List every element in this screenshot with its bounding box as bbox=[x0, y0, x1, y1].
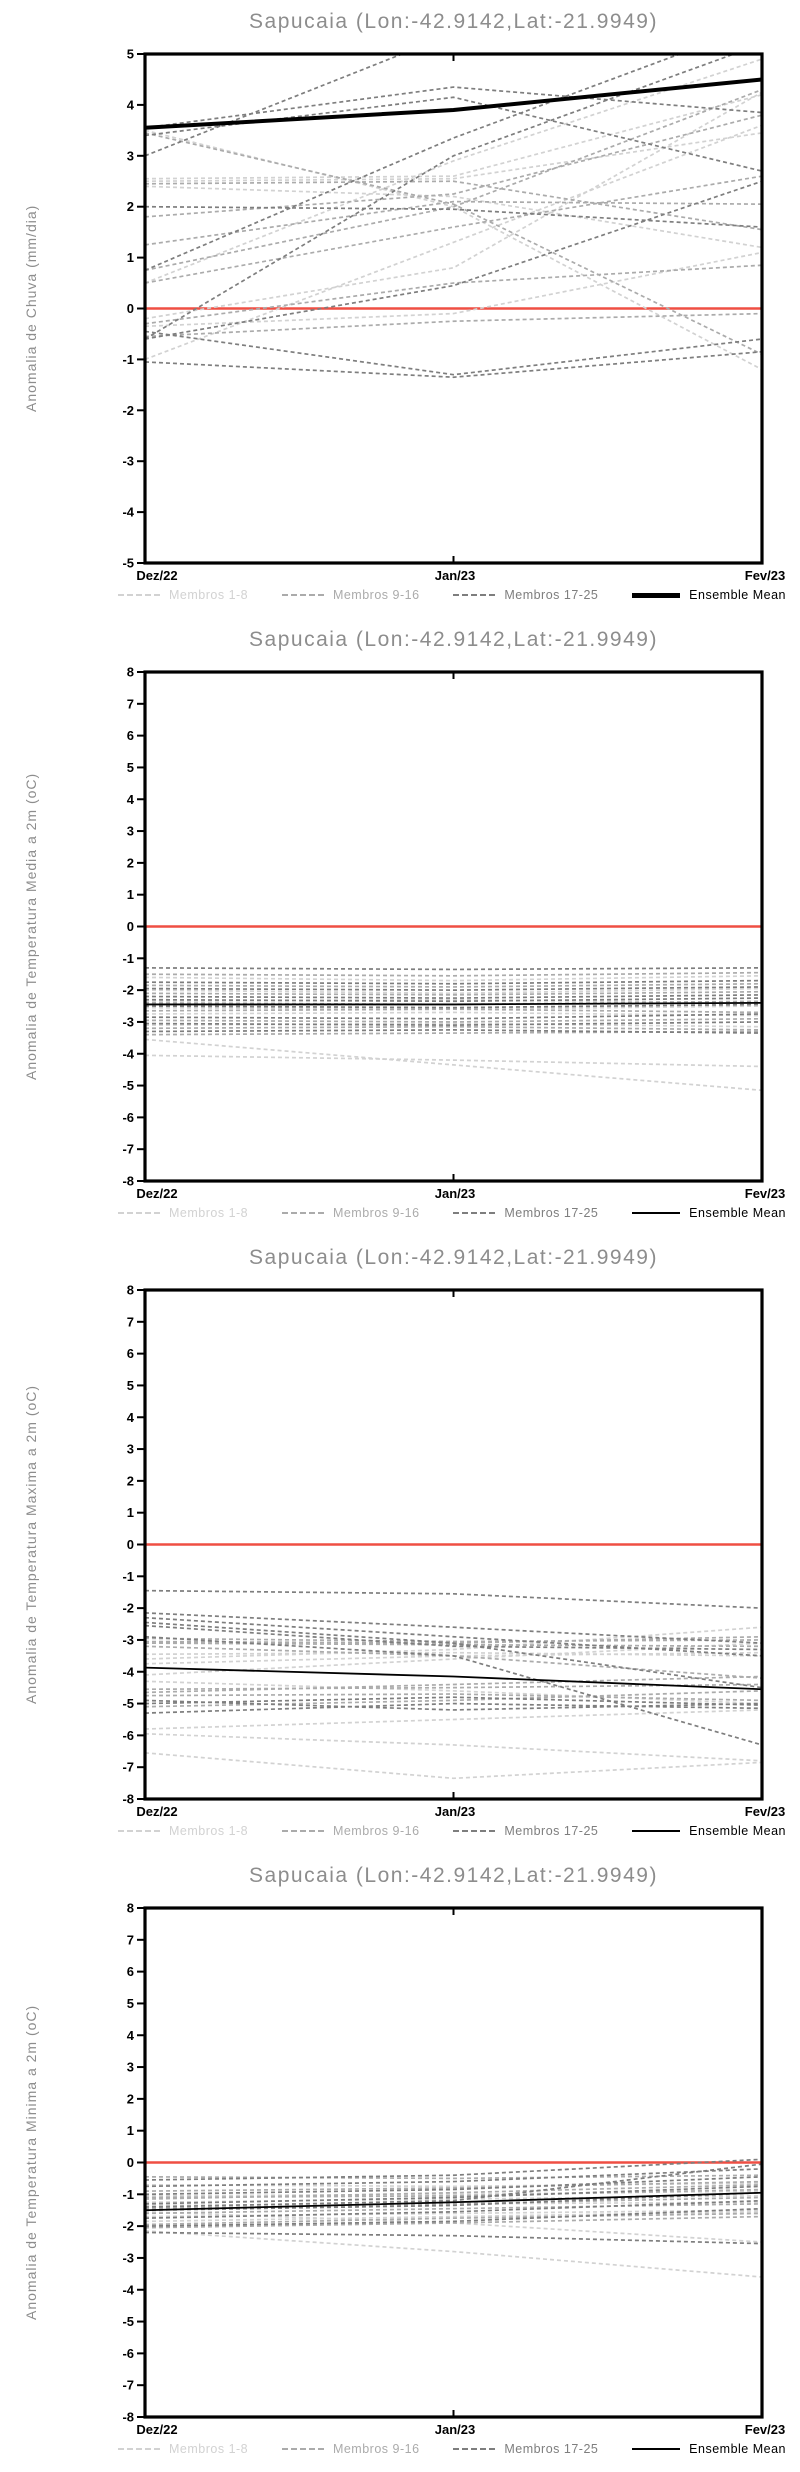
legend bbox=[118, 1202, 786, 1224]
y-tick-label: 3 bbox=[126, 823, 134, 839]
legend bbox=[118, 2438, 786, 2460]
dashed-line-swatch bbox=[453, 594, 495, 596]
y-tick-label: -6 bbox=[122, 2345, 134, 2361]
y-tick-label: 0 bbox=[126, 919, 134, 934]
dashed-line-swatch bbox=[282, 594, 324, 596]
x-tick-label: Fev/23 bbox=[744, 568, 786, 583]
y-tick-label: -3 bbox=[122, 1632, 134, 1648]
member-line-1-8 bbox=[145, 1753, 762, 1778]
legend-label: Ensemble Mean bbox=[689, 1206, 786, 1220]
legend-item-members-17-25 bbox=[453, 2442, 598, 2456]
y-tick-label: -7 bbox=[122, 2377, 134, 2393]
y-tick-label: -8 bbox=[122, 2409, 134, 2425]
y-tick-label: 1 bbox=[126, 2123, 134, 2139]
legend-label: Membros 1-8 bbox=[169, 2442, 249, 2456]
y-tick-label: 1 bbox=[126, 1505, 134, 1521]
y-tick-label: -1 bbox=[122, 351, 134, 367]
x-tick-label: Fev/23 bbox=[744, 1186, 786, 1201]
dashed-line-swatch bbox=[118, 1212, 160, 1214]
plot-area bbox=[0, 618, 800, 1236]
x-tick-label: Dez/22 bbox=[136, 568, 178, 583]
member-line-17-25 bbox=[145, 352, 762, 377]
chart-title: Sapucaia (Lon:-42.9142,Lat:-21.9949) bbox=[249, 1246, 658, 1269]
legend bbox=[118, 584, 786, 606]
y-tick-label: 0 bbox=[126, 1537, 134, 1552]
y-tick-label: 6 bbox=[126, 1964, 134, 1980]
y-tick-label: -6 bbox=[122, 1727, 134, 1743]
member-line-9-16 bbox=[145, 176, 762, 283]
y-tick-label: 2 bbox=[126, 2091, 134, 2107]
y-tick-label: -4 bbox=[122, 1046, 134, 1062]
chart-mean-temperature-anomaly bbox=[0, 618, 800, 1236]
legend-item-members-9-16 bbox=[282, 1206, 420, 1220]
y-tick-label: 3 bbox=[126, 2059, 134, 2075]
member-line-1-8 bbox=[145, 253, 762, 327]
y-tick-label: 3 bbox=[126, 148, 134, 164]
y-tick-label: 4 bbox=[126, 1409, 134, 1425]
dashed-line-swatch bbox=[282, 1830, 324, 1832]
member-line-9-16 bbox=[145, 973, 762, 976]
x-tick-label: Jan/23 bbox=[434, 568, 476, 583]
member-line-1-8 bbox=[145, 1710, 762, 1729]
legend-item-members-9-16 bbox=[282, 588, 420, 602]
y-tick-label: 1 bbox=[126, 887, 134, 903]
y-tick-label: -5 bbox=[122, 2314, 134, 2330]
dashed-line-swatch bbox=[118, 1830, 160, 1832]
dashed-line-swatch bbox=[118, 2448, 160, 2450]
legend-item-ensemble-mean bbox=[632, 1824, 786, 1838]
y-tick-label: -1 bbox=[122, 950, 134, 966]
legend-item-members-1-8 bbox=[118, 588, 248, 602]
legend-item-members-1-8 bbox=[118, 1206, 248, 1220]
solid-line-swatch bbox=[632, 593, 680, 598]
legend-item-members-1-8 bbox=[118, 1824, 248, 1838]
solid-line-swatch bbox=[632, 1830, 680, 1832]
legend-item-members-17-25 bbox=[453, 1206, 598, 1220]
legend-item-members-9-16 bbox=[282, 2442, 420, 2456]
y-tick-label: -7 bbox=[122, 1759, 134, 1775]
y-tick-label: -3 bbox=[122, 2250, 134, 2266]
y-tick-label: -2 bbox=[122, 1600, 134, 1616]
legend bbox=[118, 1820, 786, 1842]
y-tick-label: -4 bbox=[122, 1664, 134, 1680]
member-line-17-25 bbox=[145, 2232, 762, 2243]
legend-label: Ensemble Mean bbox=[689, 1824, 786, 1838]
y-tick-label: -1 bbox=[122, 2186, 134, 2202]
x-tick-label: Jan/23 bbox=[434, 2422, 476, 2437]
y-tick-label: 2 bbox=[126, 1473, 134, 1489]
y-tick-label: 5 bbox=[126, 759, 134, 775]
y-tick-label: 2 bbox=[126, 199, 134, 215]
dashed-line-swatch bbox=[118, 594, 160, 596]
y-tick-label: 5 bbox=[126, 1377, 134, 1393]
y-tick-label: -3 bbox=[122, 1014, 134, 1030]
y-tick-label: 0 bbox=[126, 301, 134, 316]
chart-title: Sapucaia (Lon:-42.9142,Lat:-21.9949) bbox=[249, 1864, 658, 1887]
y-tick-label: -8 bbox=[122, 1791, 134, 1807]
member-line-17-25 bbox=[145, 1591, 762, 1608]
y-tick-label: 1 bbox=[126, 250, 134, 266]
member-line-1-8 bbox=[145, 130, 762, 369]
x-tick-label: Dez/22 bbox=[136, 1804, 178, 1819]
member-line-1-8 bbox=[145, 95, 762, 179]
member-line-9-16 bbox=[145, 265, 762, 324]
legend-label: Membros 9-16 bbox=[332, 1206, 420, 1220]
legend-label: Membros 17-25 bbox=[504, 2442, 599, 2456]
legend-item-members-9-16 bbox=[282, 1824, 420, 1838]
x-tick-label: Fev/23 bbox=[744, 2422, 786, 2437]
legend-label: Membros 1-8 bbox=[169, 1824, 249, 1838]
legend-label: Membros 9-16 bbox=[332, 2442, 420, 2456]
legend-label: Membros 1-8 bbox=[169, 1206, 249, 1220]
y-tick-label: -2 bbox=[122, 982, 134, 998]
solid-line-swatch bbox=[632, 2448, 680, 2450]
y-tick-label: -5 bbox=[122, 555, 134, 571]
legend-item-ensemble-mean bbox=[632, 588, 786, 602]
y-tick-label: 7 bbox=[126, 1314, 134, 1330]
member-line-1-8 bbox=[145, 1012, 762, 1015]
y-axis-label: Anomalia de Temperatura Minima a 2m (oC) bbox=[23, 2004, 39, 2321]
legend-item-members-17-25 bbox=[453, 1824, 598, 1838]
solid-line-swatch bbox=[632, 1212, 680, 1214]
y-tick-label: -3 bbox=[122, 453, 134, 469]
y-tick-label: -5 bbox=[122, 1696, 134, 1712]
dashed-line-swatch bbox=[453, 2448, 495, 2450]
member-line-17-25 bbox=[145, 968, 762, 970]
y-tick-label: -4 bbox=[122, 504, 134, 520]
legend-label: Membros 9-16 bbox=[332, 588, 420, 602]
y-tick-label: 8 bbox=[126, 664, 134, 680]
y-tick-label: 5 bbox=[126, 1995, 134, 2011]
y-tick-label: 4 bbox=[126, 2027, 134, 2043]
legend-label: Membros 9-16 bbox=[332, 1824, 420, 1838]
y-tick-label: -7 bbox=[122, 1141, 134, 1157]
legend-label: Ensemble Mean bbox=[689, 2442, 786, 2456]
legend-label: Membros 1-8 bbox=[169, 588, 249, 602]
member-line-1-8 bbox=[145, 2231, 762, 2277]
legend-item-ensemble-mean bbox=[632, 1206, 786, 1220]
legend-label: Membros 17-25 bbox=[504, 588, 599, 602]
x-tick-label: Dez/22 bbox=[136, 1186, 178, 1201]
chart-min-temperature-anomaly bbox=[0, 1854, 800, 2472]
y-tick-label: -8 bbox=[122, 1173, 134, 1189]
x-tick-label: Fev/23 bbox=[744, 1804, 786, 1819]
y-tick-label: -6 bbox=[122, 1109, 134, 1125]
dashed-line-swatch bbox=[282, 1212, 324, 1214]
legend-label: Membros 17-25 bbox=[504, 1206, 599, 1220]
y-tick-label: -5 bbox=[122, 1078, 134, 1094]
member-line-1-8 bbox=[145, 59, 762, 283]
legend-label: Membros 17-25 bbox=[504, 1824, 599, 1838]
x-tick-label: Dez/22 bbox=[136, 2422, 178, 2437]
y-tick-label: 4 bbox=[126, 791, 134, 807]
y-axis-label: Anomalia de Temperatura Maxima a 2m (oC) bbox=[23, 1384, 39, 1705]
chart-max-temperature-anomaly bbox=[0, 1236, 800, 1854]
x-tick-label: Jan/23 bbox=[434, 1804, 476, 1819]
member-line-1-8 bbox=[145, 186, 762, 247]
y-tick-label: 6 bbox=[126, 1346, 134, 1362]
y-tick-label: 3 bbox=[126, 1441, 134, 1457]
member-line-17-25 bbox=[145, 1014, 762, 1019]
y-tick-label: 0 bbox=[126, 2155, 134, 2170]
dashed-line-swatch bbox=[453, 1212, 495, 1214]
y-tick-label: 5 bbox=[126, 46, 134, 62]
y-tick-label: 2 bbox=[126, 855, 134, 871]
y-tick-label: -2 bbox=[122, 402, 134, 418]
member-line-1-8 bbox=[145, 133, 762, 181]
member-line-9-16 bbox=[145, 1031, 762, 1034]
member-line-17-25 bbox=[145, 331, 762, 374]
dashed-line-swatch bbox=[453, 1830, 495, 1832]
y-tick-label: 7 bbox=[126, 1932, 134, 1948]
member-line-9-16 bbox=[145, 181, 762, 229]
chart-title: Sapucaia (Lon:-42.9142,Lat:-21.9949) bbox=[249, 10, 658, 33]
y-tick-label: -1 bbox=[122, 1568, 134, 1584]
y-tick-label: -2 bbox=[122, 2218, 134, 2234]
legend-item-members-1-8 bbox=[118, 2442, 248, 2456]
y-axis-label: Anomalia de Chuva (mm/dia) bbox=[23, 204, 39, 413]
y-tick-label: 8 bbox=[126, 1282, 134, 1298]
y-axis-label: Anomalia de Temperatura Media a 2m (oC) bbox=[23, 772, 39, 1081]
chart-rain-anomaly bbox=[0, 0, 800, 618]
plot-area bbox=[0, 1854, 800, 2472]
y-tick-label: -4 bbox=[122, 2282, 134, 2298]
plot-area bbox=[0, 0, 800, 618]
member-line-1-8 bbox=[145, 1039, 762, 1090]
y-tick-label: 4 bbox=[126, 97, 134, 113]
member-line-1-8 bbox=[145, 1734, 762, 1761]
dashed-line-swatch bbox=[282, 2448, 324, 2450]
plot-area bbox=[0, 1236, 800, 1854]
legend-label: Ensemble Mean bbox=[689, 588, 786, 602]
legend-item-ensemble-mean bbox=[632, 2442, 786, 2456]
y-tick-label: 7 bbox=[126, 696, 134, 712]
legend-item-members-17-25 bbox=[453, 588, 598, 602]
chart-title: Sapucaia (Lon:-42.9142,Lat:-21.9949) bbox=[249, 628, 658, 651]
y-tick-label: 8 bbox=[126, 1900, 134, 1916]
y-tick-label: 6 bbox=[126, 728, 134, 744]
x-tick-label: Jan/23 bbox=[434, 1186, 476, 1201]
